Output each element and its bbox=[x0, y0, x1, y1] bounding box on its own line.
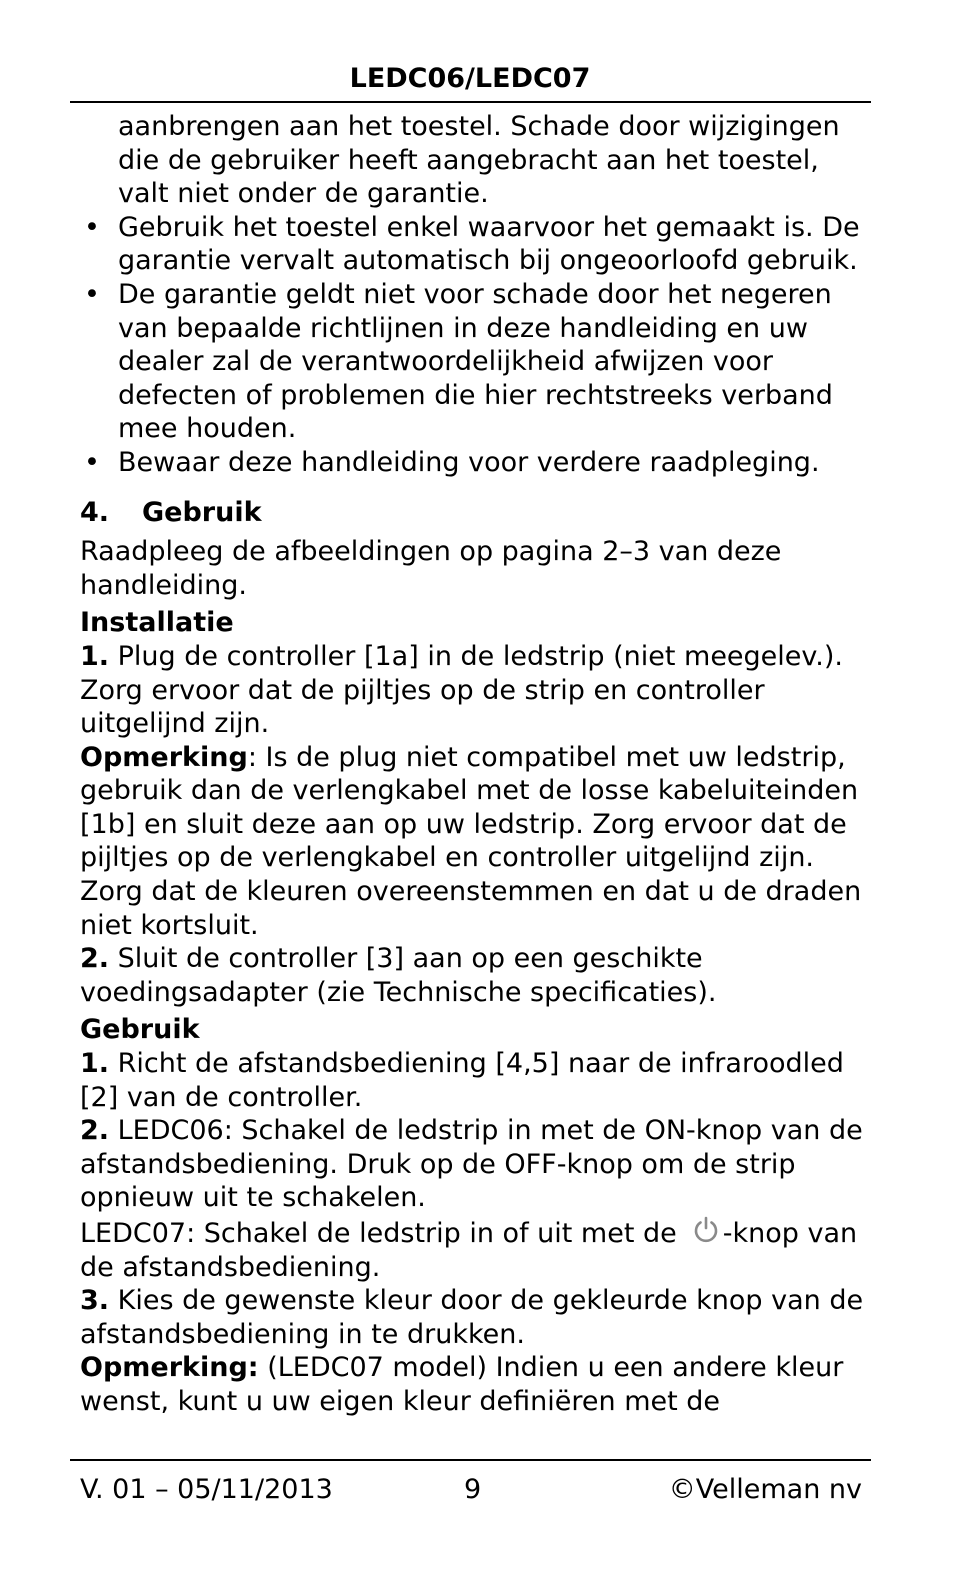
list-item-text: Bewaar deze handleiding voor verdere raadpleging. bbox=[118, 446, 820, 478]
list-item bbox=[80, 446, 870, 480]
footer-rule bbox=[70, 1459, 871, 1461]
bullet-icon: • bbox=[84, 211, 100, 243]
note-label: Opmerking: bbox=[80, 1352, 259, 1384]
step-text: Sluit de controller [3] aan op een geschikte voedingsadapter (zie Technische specificaties). bbox=[80, 943, 717, 1008]
step-number: 2. bbox=[80, 1115, 110, 1147]
continued-paragraph: aanbrengen aan het toestel. Schade door wijzigingen die de gebruiker heeft aangebracht aan het toestel, valt niet onder de garantie. bbox=[118, 111, 840, 210]
subheading-gebruik: Gebruik bbox=[80, 1014, 200, 1046]
note-text: (LEDC07 model) Indien u een andere kleur wenst, kunt u uw eigen kleur definiëren met de bbox=[80, 1352, 844, 1417]
step-text: Kies de gewenste kleur door de gekleurde knop van de afstandsbediening in te drukken. bbox=[80, 1285, 864, 1350]
footer-version: V. 01 – 05/11/2013 bbox=[80, 1474, 333, 1505]
installatie-step-1 bbox=[80, 640, 870, 741]
step-text: Plug de controller [1a] in de ledstrip (niet meegelev.). Zorg ervoor dat de pijltjes op de strip en controller uitgelijnd zijn. bbox=[80, 640, 843, 740]
gebruik-step-1 bbox=[80, 1047, 870, 1114]
section-title: Gebruik bbox=[142, 496, 262, 528]
list-item bbox=[80, 278, 870, 446]
power-icon bbox=[691, 1215, 721, 1245]
list-item-text: De garantie geldt niet voor schade door het negeren van bepaalde richtlijnen in deze handleiding en uw dealer zal de verantwoordelijkheid afwijzen voor defecten of problemen die hier rechtstreeks verband mee houden. bbox=[118, 278, 833, 445]
step-number: 2. bbox=[80, 943, 110, 975]
list-item bbox=[80, 211, 870, 278]
ledc07-text-after: -knop van de afstandsbediening. bbox=[80, 1218, 858, 1283]
header-rule bbox=[70, 101, 871, 103]
ledc07-text-before: LEDC07: Schakel de ledstrip in of uit met de bbox=[80, 1218, 677, 1249]
step-text: Richt de afstandsbediening [4,5] naar de infraroodled [2] van de controller. bbox=[80, 1048, 844, 1113]
step-number: 3. bbox=[80, 1285, 110, 1317]
gebruik-step-3 bbox=[80, 1284, 870, 1351]
section-heading bbox=[80, 496, 870, 530]
step-number: 1. bbox=[80, 640, 110, 672]
subheading-installatie: Installatie bbox=[80, 607, 234, 639]
step-number: 1. bbox=[80, 1048, 110, 1080]
footer-copyright: ©Velleman nv bbox=[668, 1474, 862, 1505]
list-item-text: Gebruik het toestel enkel waarvoor het gemaakt is. De garantie vervalt automatisch bij ongeoorloofd gebruik. bbox=[118, 211, 860, 277]
gebruik-note bbox=[80, 1351, 870, 1418]
bullet-icon: • bbox=[84, 446, 100, 478]
bullet-icon: • bbox=[84, 278, 100, 310]
gebruik-step-2 bbox=[80, 1114, 870, 1215]
page-content bbox=[80, 110, 870, 1419]
section-number: 4. bbox=[80, 496, 110, 528]
installatie-step-2 bbox=[80, 942, 870, 1009]
installatie-note bbox=[80, 741, 870, 943]
note-text: : Is de plug niet compatibel met uw ledstrip, gebruik dan de verlengkabel met de losse kabeluiteinden [1b] en sluit deze aan op uw ledstrip. Zorg ervoor dat de pijltjes op de verlengkabel en controller uitgelijnd zijn. Zorg dat de kleuren overeenstemmen en dat u de draden niet kortsluit. bbox=[80, 741, 862, 941]
step-text: LEDC06: Schakel de ledstrip in met de ON-knop van de afstandsbediening. Druk op de OFF-knop om de strip opnieuw uit te schakelen. bbox=[80, 1115, 863, 1214]
gebruik-ledc07-line bbox=[80, 1215, 870, 1284]
bullet-list bbox=[80, 211, 870, 480]
note-label: Opmerking bbox=[80, 741, 248, 773]
intro-paragraph: Raadpleeg de afbeeldingen op pagina 2–3 van deze handleiding. bbox=[80, 536, 782, 601]
page-header-title: LEDC06/LEDC07 bbox=[349, 63, 591, 94]
footer-page-number: 9 bbox=[464, 1474, 482, 1505]
